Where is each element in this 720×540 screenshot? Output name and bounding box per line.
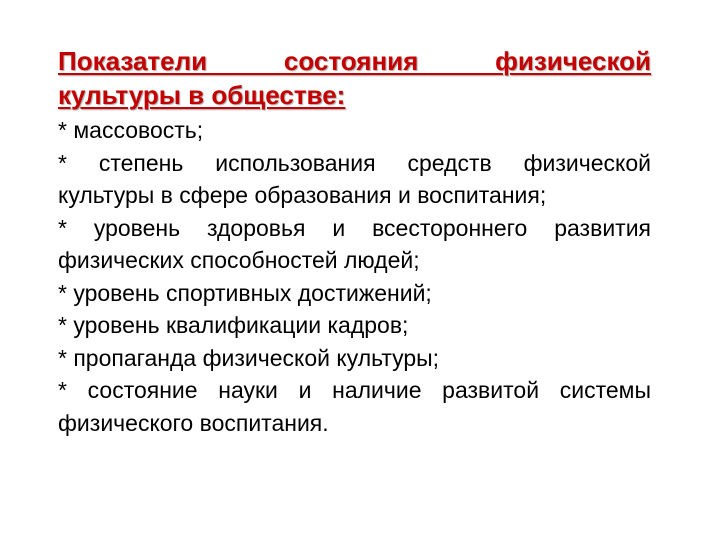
slide-content bbox=[58, 44, 651, 439]
list-item-promotion: * пропаганда физической культуры; bbox=[58, 344, 440, 371]
list-item-use-in-education: * степень использования средств физической культуры в сфере образования и воспитания; bbox=[58, 149, 651, 208]
indicator-list bbox=[58, 114, 651, 439]
slide-title bbox=[58, 44, 651, 112]
list-item-health-level: * уровень здоровья и всестороннего развития физических способностей людей; bbox=[58, 214, 651, 273]
list-item-mass-participation: * массовость; bbox=[58, 117, 204, 143]
list-item-science-state: * состояние науки и наличие развитой системы физического воспитания. bbox=[58, 377, 651, 436]
list-item-sports-achievements: * уровень спортивных достижений; bbox=[58, 279, 432, 306]
slide-title-line-2: культуры в обществе: bbox=[58, 80, 346, 110]
list-item-staff-qualification: * уровень квалификации кадров; bbox=[58, 312, 409, 338]
slide-title-line-1: Показатели состояния физической bbox=[58, 46, 651, 76]
